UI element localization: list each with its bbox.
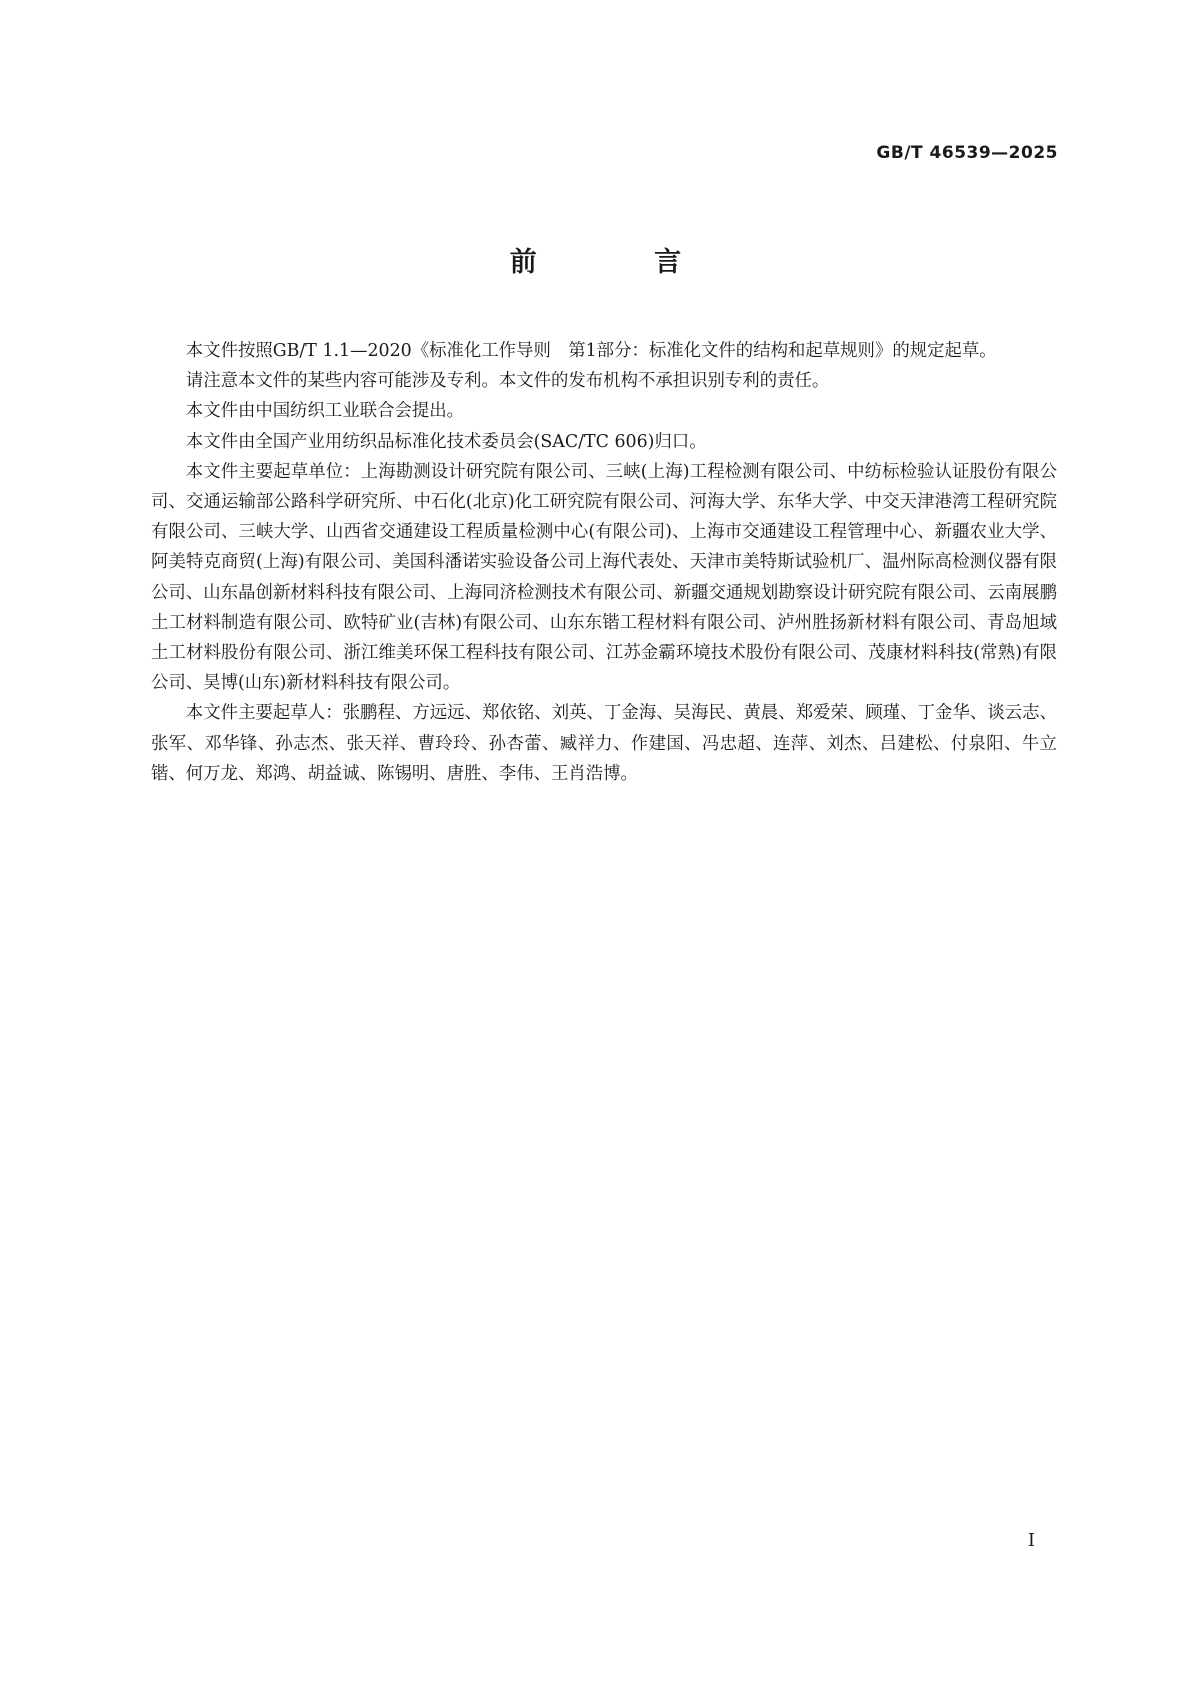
- paragraph-drafting-units: 本文件主要起草单位：上海勘测设计研究院有限公司、三峡(上海)工程检测有限公司、中纺标检验认证股份有限公司、交通运输部公路科学研究所、中石化(北京)化工研究院有限公司、河海大学、东华大学、中交天津港湾工程研究院有限公司、三峡大学、山西省交通建设工程质量检测中心(有限公司)、上海市交通建设工程管理中心、新疆农业大学、阿美特克商贸(上海)有限公司、美国科潘诺实验设备公司上海代表处、天津市美特斯试验机厂、温州际高检测仪器有限公司、山东晶创新材料科技有限公司、上海同济检测技术有限公司、新疆交通规划勘察设计研究院有限公司、云南展鹏土工材料制造有限公司、欧特矿业(吉林)有限公司、山东东锴工程材料有限公司、泸州胜扬新材料有限公司、青岛旭域土工材料股份有限公司、浙江维美环保工程科技有限公司、江苏金霸环境技术股份有限公司、茂康材料科技(常熟)有限公司、昊博(山东)新材料科技有限公司。: [151, 461, 1057, 694]
- paragraph-drafting-rules: 本文件按照GB/T 1.1—2020《标准化工作导则 第1部分：标准化文件的结构和起草规则》的规定起草。: [185, 341, 997, 361]
- paragraph-drafters: 本文件主要起草人：张鹏程、方远远、郑依铭、刘英、丁金海、吴海民、黄晨、郑爱荣、顾瑾、丁金华、谈云志、张军、邓华锋、孙志杰、张天祥、曹玲玲、孙杏蕾、臧祥力、作建国、冯忠超、连萍、刘杰、吕建松、付泉阳、牛立锴、何万龙、郑鸿、胡益诚、陈锡明、唐胜、李伟、王肖浩博。: [151, 703, 1057, 784]
- page-number: I: [1027, 1530, 1035, 1551]
- document-body: [151, 336, 1057, 789]
- page-title: 前 言: [509, 247, 736, 278]
- paragraph-administered-by: 本文件由全国产业用纺织品标准化技术委员会(SAC/TC 606)归口。: [185, 431, 707, 452]
- standard-code: GB/T 46539—2025: [876, 143, 1058, 163]
- paragraph-patent-notice: 请注意本文件的某些内容可能涉及专利。本文件的发布机构不承担识别专利的责任。: [185, 371, 830, 392]
- paragraph-proposed-by: 本文件由中国纺织工业联合会提出。: [185, 401, 465, 422]
